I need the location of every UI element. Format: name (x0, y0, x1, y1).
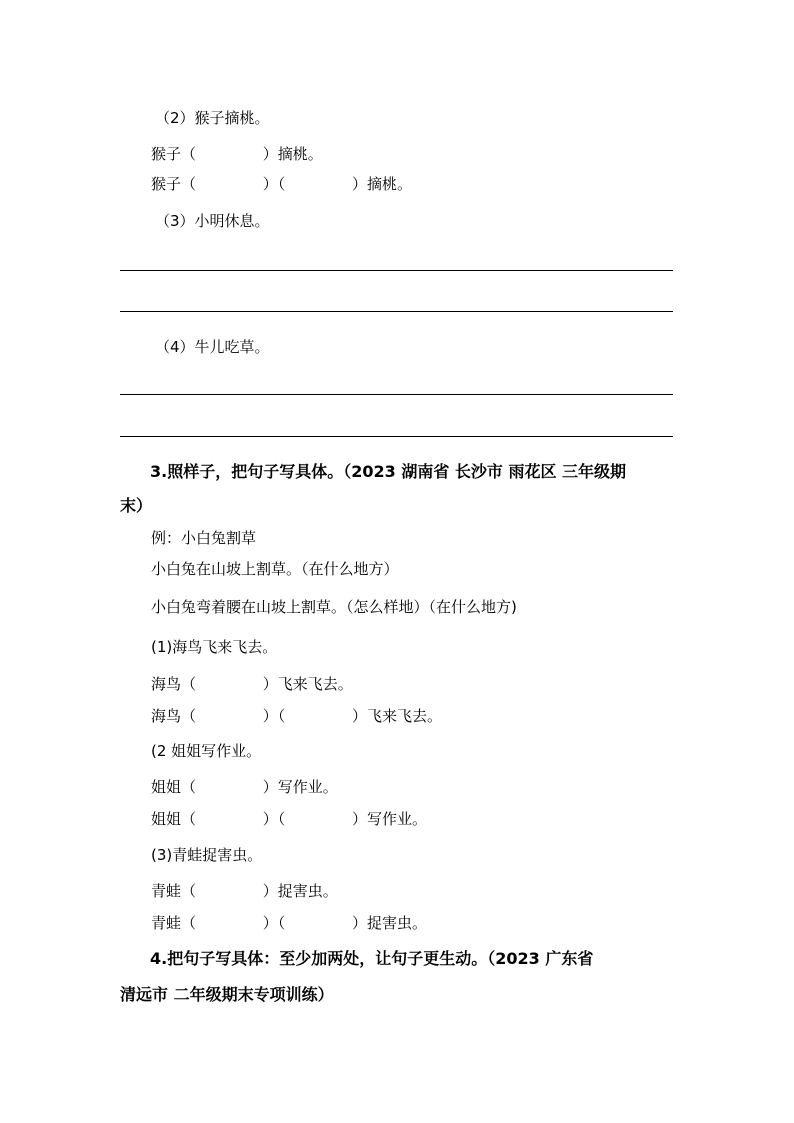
fill-in-line: 姐姐（ ）写作业。 (151, 778, 338, 796)
fill-in-line: 海鸟（ ）飞来飞去。 (151, 675, 353, 693)
question-title: （4）牛儿吃草。 (155, 338, 270, 356)
section-heading: 4.把句子写具体：至少加两处，让句子更生动。（2023 广东省 (150, 949, 594, 968)
question-title: （3）小明休息。 (155, 212, 270, 230)
example-sentence: 小白兔弯着腰在山坡上割草。（怎么样地）（在什么地方) (151, 598, 517, 616)
section-heading: 3.照样子，把句子写具体。（2023 湖南省 长沙市 雨花区 三年级期 (150, 462, 627, 481)
fill-in-line: 海鸟（ ）（ ）飞来飞去。 (151, 707, 443, 725)
example-label: 例：小白兔割草 (151, 529, 257, 547)
fill-in-line: 猴子（ ）（ ）摘桃。 (151, 175, 413, 193)
question-title: (1)海鸟飞来飞去。 (151, 638, 278, 656)
answer-rule (120, 270, 673, 271)
fill-in-line: 猴子（ ）摘桃。 (151, 145, 323, 163)
answer-rule (120, 311, 673, 312)
section-heading-continued: 清远市 二年级期末专项训练） (120, 985, 334, 1004)
question-title: (3)青蛙捉害虫。 (151, 846, 263, 864)
question-title: (2 姐姐写作业。 (151, 742, 262, 760)
example-sentence: 小白兔在山坡上割草。（在什么地方） (151, 560, 399, 578)
section-heading-continued: 末） (120, 496, 153, 515)
fill-in-line: 姐姐（ ）（ ）写作业。 (151, 810, 428, 828)
answer-rule (120, 436, 673, 437)
fill-in-line: 青蛙（ ）捉害虫。 (151, 882, 338, 900)
answer-rule (120, 394, 673, 395)
fill-in-line: 青蛙（ ）（ ）捉害虫。 (151, 914, 428, 932)
question-title: （2）猴子摘桃。 (155, 109, 270, 127)
